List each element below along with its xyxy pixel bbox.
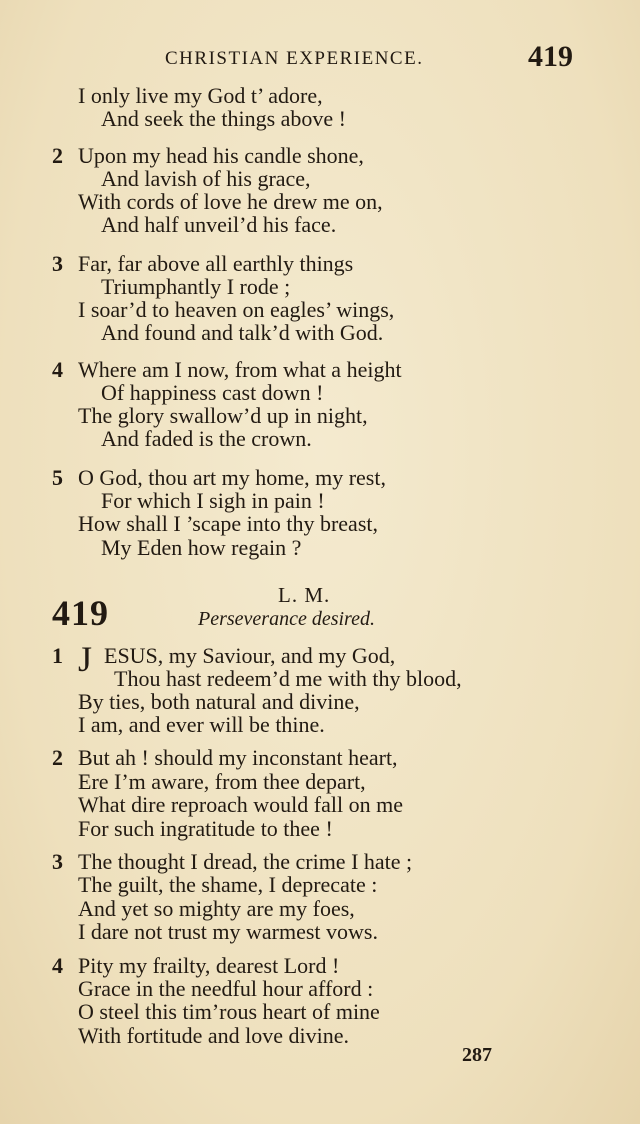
verse-line: For such ingratitude to thee ! [78,816,333,841]
verse-number: 2 [52,745,63,770]
verse-line: With fortitude and love divine. [78,1023,349,1048]
verse-line: How shall I ’scape into thy breast, [78,511,378,536]
verse-line: I soar’d to heaven on eagles’ wings, [78,297,395,322]
verse-line: O steel this tim’rous heart of mine [78,999,380,1024]
verse-number: 2 [52,143,63,168]
verse-number: 5 [52,465,63,490]
verse-line: What dire reproach would fall on me [78,792,403,817]
page-header [0,40,640,80]
verse-line: I am, and ever will be thine. [78,712,325,737]
verse-line: But ah ! should my inconstant heart, [78,745,398,770]
page-number: 419 [528,40,573,73]
verse-line: The glory swallow’d up in night, [78,403,368,428]
hymn-subtitle: Perseverance desired. [198,608,375,630]
verse-line: O God, thou art my home, my rest, [78,465,386,490]
drop-cap: J [78,639,93,679]
verse-line: My Eden how regain ? [101,535,302,560]
verse-line: ESUS, my Saviour, and my God, [104,643,396,668]
verse-line: Grace in the needful hour afford : [78,976,374,1001]
verse-line: Triumphantly I rode ; [101,274,291,299]
verse-number: 4 [52,953,63,978]
verse-line: Ere I’m aware, from thee depart, [78,769,366,794]
verse-number: 3 [52,251,63,276]
verse-line: The guilt, the shame, I deprecate : [78,872,378,897]
verse-line: The thought I dread, the crime I hate ; [78,849,413,874]
verse-line: I only live my God t’ adore, [78,83,323,108]
verse-line: Where am I now, from what a height [78,357,402,382]
verse-line: And lavish of his grace, [101,166,311,191]
hymn-number: 419 [52,593,109,633]
verse-line: And faded is the crown. [101,426,312,451]
verse-line: Thou hast redeem’d me with thy blood, [114,666,462,691]
verse-line: And half unveil’d his face. [101,212,337,237]
verse-line: Far, far above all earthly things [78,251,354,276]
running-head: CHRISTIAN EXPERIENCE. [165,48,424,69]
signature-mark: 287 [462,1044,492,1066]
verse-line: Upon my head his candle shone, [78,143,364,168]
verse-line: And found and talk’d with God. [101,320,384,345]
verse-number: 1 [52,643,63,668]
verse-line: For which I sigh in pain ! [101,488,325,513]
verse-line: I dare not trust my warmest vows. [78,919,378,944]
verse-line: And seek the things above ! [101,106,346,131]
verse-line: With cords of love he drew me on, [78,189,383,214]
verse-line: And yet so mighty are my foes, [78,896,355,921]
verse-line: By ties, both natural and divine, [78,689,360,714]
verse-line: Of happiness cast down ! [101,380,324,405]
verse-line: Pity my frailty, dearest Lord ! [78,953,340,978]
verse-number: 4 [52,357,63,382]
hymn-meter: L. M. [278,583,331,607]
verse-number: 3 [52,849,63,874]
